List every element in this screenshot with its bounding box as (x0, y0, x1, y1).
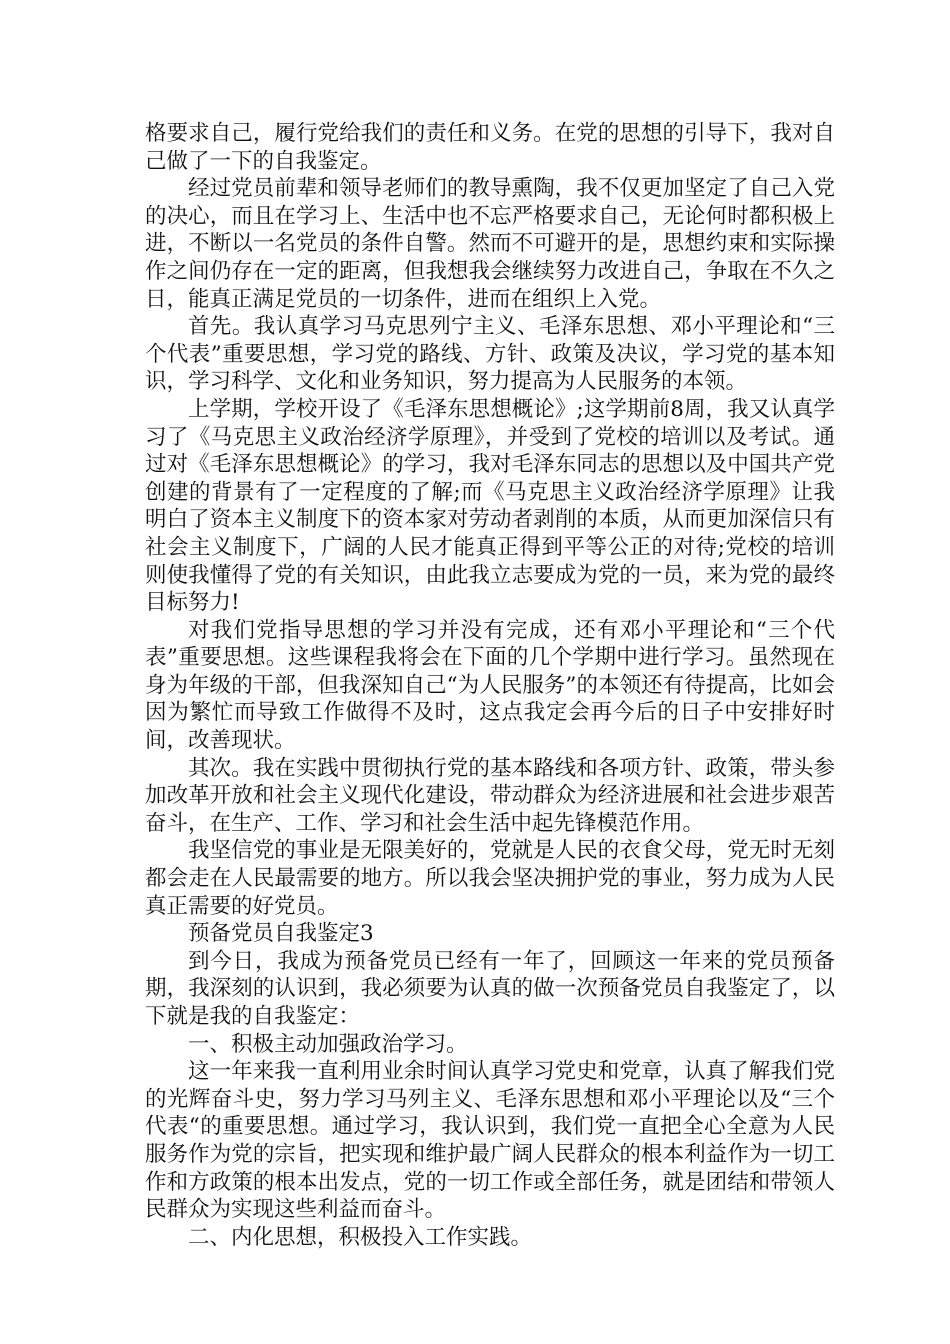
paragraph-continuation: 格要求自己，履行党给我们的责任和义务。在党的思想的引导下，我对自己做了一下的自我鉴定。 (145, 121, 835, 174)
subheading-political-study: 一、积极主动加强政治学习。 (188, 1031, 468, 1057)
paragraph-courses: 上学期，学校开设了《毛泽东思想概论》;这学期前8周，我又认真学习了《马克思主义政治经济学原理》，并受到了党校的培训以及考试。通过对《毛泽东思想概论》的学习，我对毛泽东同志的思想以及中国共产党创建的背景有了一定程度的了解;而《马克思主义政治经济学原理》让我明白了资本主义制度下的资本家对劳动者剥削的本质，从而更加深信只有社会主义制度下，广阔的人民才能真正得到平等公正的对待;党校的培训则使我懂得了党的有关知识，由此我立志要成为党的一员，来为党的最终目标努力! (145, 396, 835, 616)
paragraph-belief: 我坚信党的事业是无限美好的，党就是人民的衣食父母，党无时无刻都会走在人民最需要的地方。所以我会坚决拥护党的事业，努力成为人民真正需要的好党员。 (145, 838, 835, 919)
paragraph-party-education: 经过党员前辈和领导老师们的教导熏陶，我不仅更加坚定了自己入党的决心，而且在学习上、生活中也不忘严格要求自己，无论何时都积极上进，不断以一名党员的条件自警。然而不可避开的是，思想约束和实际操作之间仍存在一定的距离，但我想我会继续努力改进自己，争取在不久之日，能真正满足党员的一切条件，进而在组织上入党。 (145, 176, 835, 312)
document-body (145, 120, 835, 1251)
paragraph-first-study: 首先。我认真学习马克思列宁主义、毛泽东思想、邓小平理论和“三个代表”重要思想，学习党的路线、方针、政策及决议，学习党的基本知识，学习科学、文化和业务知识，努力提高为人民服务的本领。 (145, 314, 835, 395)
paragraph-intro: 到今日，我成为预备党员已经有一年了，回顾这一年来的党员预备期，我深刻的认识到，我必须要为认真的做一次预备党员自我鉴定了，以下就是我的自我鉴定： (145, 948, 835, 1029)
subheading-work-practice: 二、内化思想，积极投入工作实践。 (188, 1224, 533, 1250)
section-heading: 预备党员自我鉴定3 (188, 921, 374, 947)
paragraph-second-practice: 其次。我在实践中贯彻执行党的基本路线和各项方针、政策，带头参加改革开放和社会主义现代化建设，带动群众为经济进展和社会进步艰苦奋斗，在生产、工作、学习和社会生活中起先锋模范作用。 (145, 755, 835, 836)
paragraph-ongoing-study: 对我们党指导思想的学习并没有完成，还有邓小平理论和“三个代表”重要思想。这些课程我将会在下面的几个学期中进行学习。虽然现在身为年级的干部，但我深知自己“为人民服务”的本领还有待提高，比如会因为繁忙而导致工作做得不及时，这点我定会再今后的日子中安排好时间，改善现状。 (145, 617, 835, 754)
paragraph-political-study: 这一年来我一直利用业余时间认真学习党史和党章，认真了解我们党的光辉奋斗史，努力学习马列主义、毛泽东思想和邓小平理论以及“三个代表“的重要思想。通过学习，我认识到，我们党一直把全心全意为人民服务作为党的宗旨，把实现和维护最广阔人民群众的根本利益作为一切工作和方政策的根本出发点，党的一切工作或全部任务，就是团结和带领人民群众为实现这些利益而奋斗。 (145, 1059, 835, 1223)
